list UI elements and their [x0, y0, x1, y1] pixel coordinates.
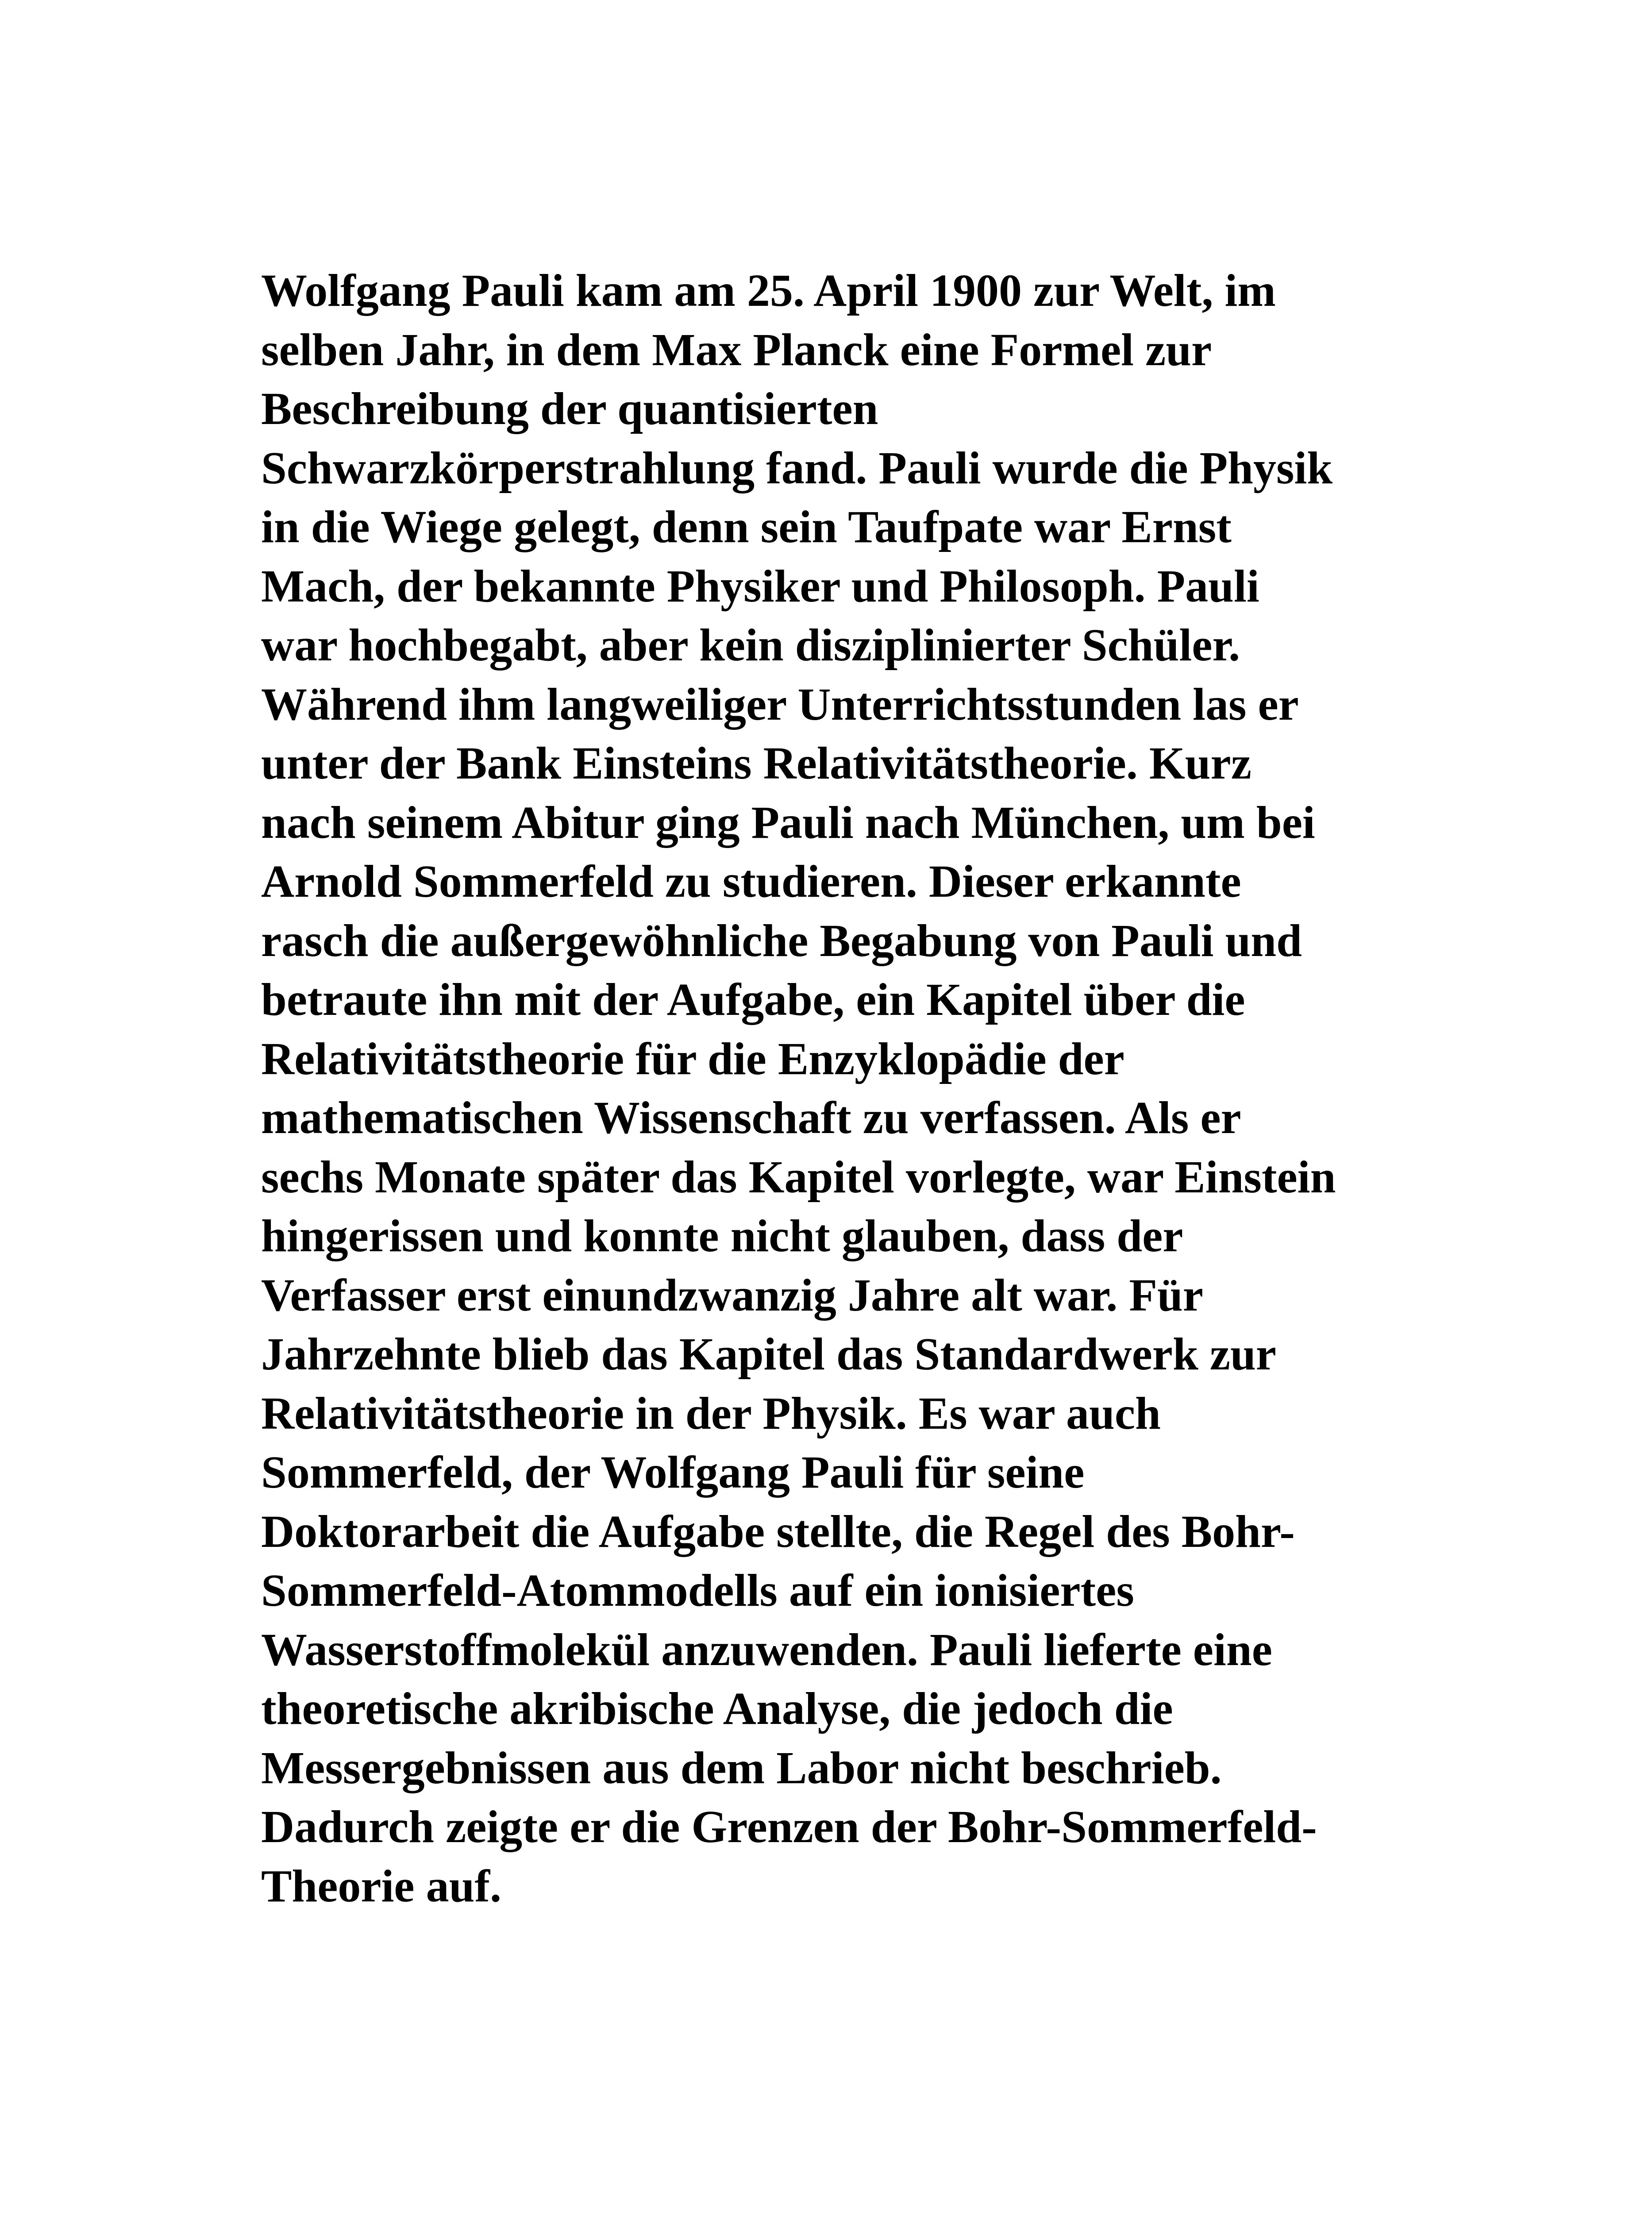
text-line: unter der Bank Einsteins Relativitätstheorie. Kurz [261, 738, 1252, 789]
text-line: Verfasser erst einundzwanzig Jahre alt war. Für [261, 1269, 1203, 1321]
text-line: sechs Monate später das Kapitel vorlegte, war Einstein [261, 1151, 1336, 1203]
text-line: Wolfgang Pauli kam am 25. April 1900 zur Welt, im [261, 265, 1276, 316]
text-line: nach seinem Abitur ging Pauli nach München, um bei [261, 797, 1315, 848]
text-line: in die Wiege gelegt, denn sein Taufpate war Ernst [261, 501, 1232, 552]
text-line: Schwarzkörperstrahlung fand. Pauli wurde die Physik [261, 442, 1333, 493]
text-line: Mach, der bekannte Physiker und Philosoph. Pauli [261, 560, 1259, 612]
text-line: hingerissen und konnte nicht glauben, dass der [261, 1211, 1183, 1261]
text-line: Relativitätstheorie in der Physik. Es war auch [261, 1388, 1161, 1439]
text-line: Theorie auf. [261, 1860, 502, 1912]
body-paragraph [261, 261, 1412, 1916]
text-line: selben Jahr, in dem Max Planck eine Formel zur [261, 324, 1212, 375]
text-line: Doktorarbeit die Aufgabe stellte, die Regel des Bohr- [261, 1506, 1295, 1557]
text-line: Relativitätstheorie für die Enzyklopädie der [261, 1033, 1124, 1084]
text-line: Sommerfeld-Atommodells auf ein ionisiertes [261, 1565, 1134, 1616]
text-line: Dadurch zeigte er die Grenzen der Bohr-Sommerfeld- [261, 1801, 1317, 1852]
text-line: Während ihm langweiliger Unterrichtsstunden las er [261, 679, 1299, 730]
text-line: Beschreibung der quantisierten [261, 383, 878, 434]
text-line: mathematischen Wissenschaft zu verfassen. Als er [261, 1092, 1241, 1143]
text-line: theoretische akribische Analyse, die jedoch die [261, 1683, 1173, 1734]
text-line: rasch die außergewöhnliche Begabung von Pauli und [261, 915, 1302, 966]
text-line: Arnold Sommerfeld zu studieren. Dieser erkannte [261, 856, 1241, 907]
text-line: Wasserstoffmolekül anzuwenden. Pauli lieferte eine [261, 1624, 1272, 1675]
text-line: Jahrzehnte blieb das Kapitel das Standardwerk zur [261, 1329, 1276, 1380]
text-line: betraute ihn mit der Aufgabe, ein Kapitel über die [261, 974, 1245, 1025]
text-line: Messergebnissen aus dem Labor nicht beschrieb. [261, 1742, 1222, 1793]
text-line: war hochbegabt, aber kein disziplinierter Schüler. [261, 620, 1240, 671]
text-line: Sommerfeld, der Wolfgang Pauli für seine [261, 1447, 1085, 1498]
